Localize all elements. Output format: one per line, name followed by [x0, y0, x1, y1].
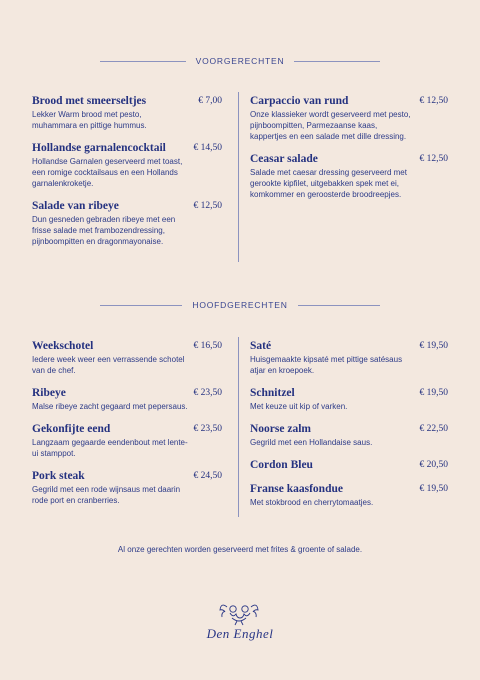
menu-item	[250, 423, 448, 448]
menu-item	[250, 153, 448, 200]
item-price: € 7,00	[198, 96, 222, 106]
item-title: Weekschotel	[32, 340, 94, 352]
starters-left-column	[32, 95, 222, 258]
item-title: Cordon Bleu	[250, 459, 313, 471]
item-description: Hollandse Garnalen geserveerd met toast, een romige cocktailsaus en een Hollands garnalenkroketje.	[32, 157, 183, 188]
item-description: Gegrild met een rode wijnsaus met daarin rode port en cranberries.	[32, 485, 181, 505]
starters-header-label: VOORGERECHTEN	[195, 56, 285, 66]
item-price: € 16,50	[193, 341, 222, 351]
restaurant-logo	[180, 600, 300, 650]
column-divider	[238, 337, 239, 517]
item-price: € 12,50	[193, 201, 222, 211]
header-rule-right	[294, 61, 380, 62]
mains-header-label: HOOFDGERECHTEN	[192, 300, 288, 310]
menu-item	[32, 142, 222, 189]
item-price: € 24,50	[193, 471, 222, 481]
item-title: Gekonfijte eend	[32, 423, 111, 435]
item-title: Ribeye	[32, 387, 66, 399]
menu-item	[250, 387, 448, 412]
item-price: € 14,50	[193, 143, 222, 153]
menu-item	[32, 95, 222, 131]
menu-item	[32, 470, 222, 506]
menu-item	[250, 459, 448, 472]
item-title: Salade van ribeye	[32, 200, 119, 212]
item-title: Saté	[250, 340, 272, 352]
menu-item	[32, 200, 222, 247]
column-divider	[238, 92, 239, 262]
cherubs-icon	[218, 600, 262, 626]
item-price: € 19,50	[419, 484, 448, 494]
item-description: Gegrild met een Hollandaise saus.	[250, 438, 373, 447]
item-price: € 12,50	[419, 96, 448, 106]
header-rule-left	[100, 61, 186, 62]
item-title: Franse kaasfondue	[250, 483, 343, 495]
header-rule-left	[100, 305, 182, 306]
item-description: Langzaam gegaarde eendenbout met lente-ui stamppot.	[32, 438, 188, 458]
item-price: € 12,50	[419, 154, 448, 164]
menu-item	[250, 95, 448, 142]
menu-item	[32, 387, 222, 412]
item-description: Onze klassieker wordt geserveerd met pesto, pijnboompitten, Parmezaanse kaas, kappertjes en een salade met dille dressing.	[250, 110, 411, 141]
item-description: Met keuze uit kip of varken.	[250, 402, 348, 411]
starters-right-column	[250, 95, 448, 211]
item-title: Pork steak	[32, 470, 85, 482]
item-description: Iedere week weer een verrassende schotel van de chef.	[32, 355, 185, 375]
menu-item	[32, 340, 222, 376]
item-price: € 23,50	[193, 424, 222, 434]
item-description: Huisgemaakte kipsaté met pittige satésaus atjar en kroepoek.	[250, 355, 403, 375]
item-title: Noorse zalm	[250, 423, 311, 435]
header-rule-right	[298, 305, 380, 306]
item-description: Met stokbrood en cherrytomaatjes.	[250, 498, 374, 507]
item-price: € 22,50	[419, 424, 448, 434]
item-title: Ceasar salade	[250, 153, 318, 165]
item-price: € 20,50	[419, 460, 448, 470]
mains-left-column	[32, 340, 222, 517]
item-price: € 23,50	[193, 388, 222, 398]
item-title: Hollandse garnalencocktail	[32, 142, 166, 154]
item-title: Schnitzel	[250, 387, 295, 399]
item-title: Carpaccio van rund	[250, 95, 349, 107]
item-description: Malse ribeye zacht gegaard met pepersaus.	[32, 402, 188, 411]
item-price: € 19,50	[419, 388, 448, 398]
logo-text: Den Enghel	[206, 626, 274, 641]
item-price: € 19,50	[419, 341, 448, 351]
mains-header	[100, 300, 380, 310]
menu-item	[32, 423, 222, 459]
item-description: Lekker Warm brood met pesto, muhammara en pittige hummus.	[32, 110, 147, 130]
menu-item	[250, 340, 448, 376]
item-description: Salade met caesar dressing geserveerd met gerookte kipfilet, uitgebakken spek met ei, komkommer en geroosterde broodreepjes.	[250, 168, 407, 199]
mains-right-column	[250, 340, 448, 519]
menu-item	[250, 483, 448, 508]
item-title: Brood met smeerseltjes	[32, 95, 147, 107]
starters-header	[100, 56, 380, 66]
item-description: Dun gesneden gebraden ribeye met een frisse salade met frambozendressing, pijnboompitten en dragonmayonaise.	[32, 215, 176, 246]
footnote: Al onze gerechten worden geserveerd met frites & groente of salade.	[117, 545, 363, 554]
